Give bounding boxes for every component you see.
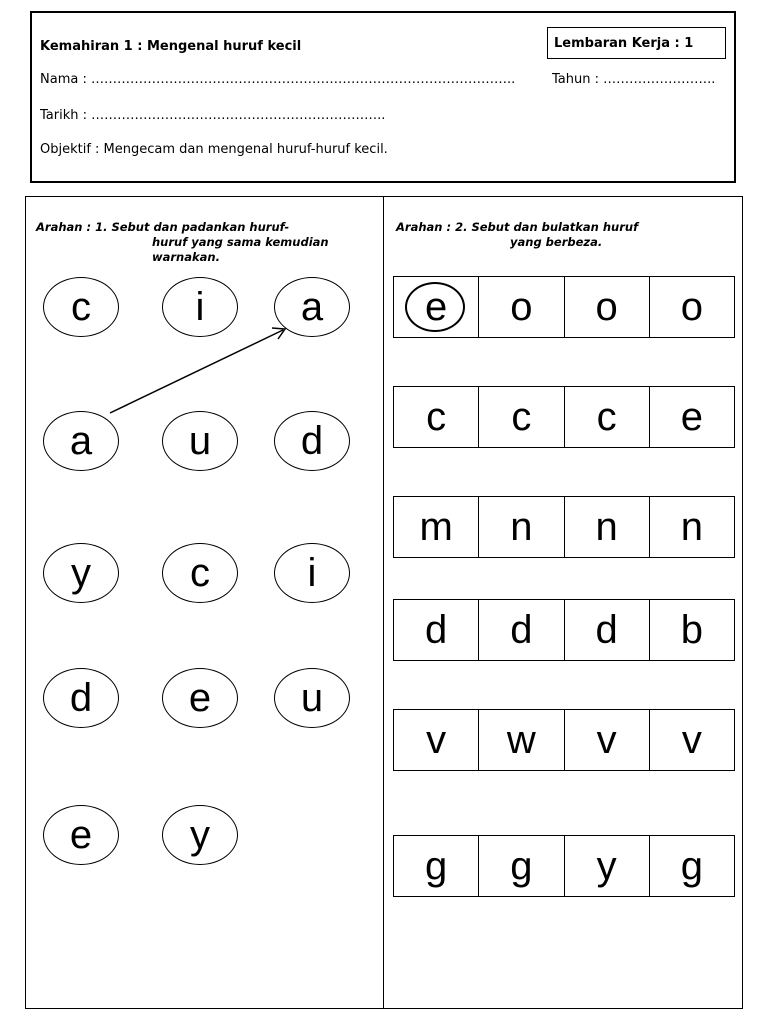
letter-cell[interactable]: y	[564, 836, 649, 896]
letter-cell[interactable]: c	[478, 387, 563, 447]
left-instruction-line1: Arahan : 1. Sebut dan padankan huruf-	[36, 220, 290, 234]
letter-cell[interactable]: g	[478, 836, 563, 896]
letter-cell[interactable]: c	[426, 395, 447, 439]
letter-cell[interactable]: w	[478, 710, 563, 770]
letter-row	[393, 835, 735, 897]
letter-cell[interactable]: n	[564, 497, 649, 557]
letter-cell[interactable]	[394, 277, 478, 337]
letter-circle[interactable]: e	[43, 805, 119, 865]
letter-cell[interactable]: o	[564, 277, 649, 337]
letter-cell[interactable]: b	[649, 600, 734, 660]
letter-circle[interactable]: u	[162, 411, 238, 471]
letter-circle[interactable]: a	[43, 411, 119, 471]
letter-cell[interactable]: n	[649, 497, 734, 557]
letter-cell[interactable]: g	[425, 844, 448, 888]
letter-cell[interactable]: o	[478, 277, 563, 337]
letter-cell[interactable]: v	[564, 710, 649, 770]
letter-row	[393, 709, 735, 771]
letter-text: e	[425, 285, 448, 329]
letter-circle[interactable]: y	[162, 805, 238, 865]
letter-circle[interactable]: d	[43, 668, 119, 728]
exercise-box	[25, 196, 743, 1009]
objective-text: Objektif : Mengecam dan mengenal huruf-huruf kecil.	[40, 142, 388, 157]
letter-circle[interactable]: d	[274, 411, 350, 471]
letter-cell[interactable]: d	[564, 600, 649, 660]
letter-cell[interactable]: v	[649, 710, 734, 770]
letter-cell[interactable]: e	[649, 387, 734, 447]
worksheet-number: Lembaran Kerja : 1	[554, 36, 694, 51]
name-field[interactable]: Nama : ……………………………………………………………………………………..	[40, 72, 516, 87]
letter-cell[interactable]: n	[478, 497, 563, 557]
date-field[interactable]: Tarikh : …………………………………………………………..	[40, 108, 386, 123]
letter-row	[393, 386, 735, 448]
letter-circle[interactable]: i	[162, 277, 238, 337]
letter-circle[interactable]: u	[274, 668, 350, 728]
letter-row	[393, 599, 735, 661]
letter-cell[interactable]: c	[564, 387, 649, 447]
letter-cell[interactable]: d	[478, 600, 563, 660]
left-instruction-line2: huruf yang sama kemudian	[152, 235, 329, 249]
left-instruction-line3: warnakan.	[152, 250, 220, 264]
letter-circle[interactable]: c	[43, 277, 119, 337]
letter-cell[interactable]: v	[426, 718, 447, 762]
letter-circle[interactable]: y	[43, 543, 119, 603]
letter-circle[interactable]: e	[162, 668, 238, 728]
letter-cell[interactable]: o	[649, 277, 734, 337]
right-instruction-line2: yang berbeza.	[510, 235, 603, 249]
letter-row	[393, 276, 735, 338]
letter-row	[393, 496, 735, 558]
letter-circle[interactable]: a	[274, 277, 350, 337]
example-circle-mark	[405, 282, 465, 332]
header-box	[30, 11, 736, 183]
letter-cell[interactable]: m	[419, 505, 453, 549]
worksheet-box	[547, 27, 726, 59]
right-instruction-line1: Arahan : 2. Sebut dan bulatkan huruf	[396, 220, 639, 234]
letter-cell[interactable]: d	[425, 608, 448, 652]
letter-circle[interactable]: c	[162, 543, 238, 603]
letter-circle[interactable]: i	[274, 543, 350, 603]
year-field[interactable]: Tahun : ……………………..	[552, 72, 716, 87]
skill-title: Kemahiran 1 : Mengenal huruf kecil	[40, 39, 302, 54]
letter-cell[interactable]: g	[649, 836, 734, 896]
